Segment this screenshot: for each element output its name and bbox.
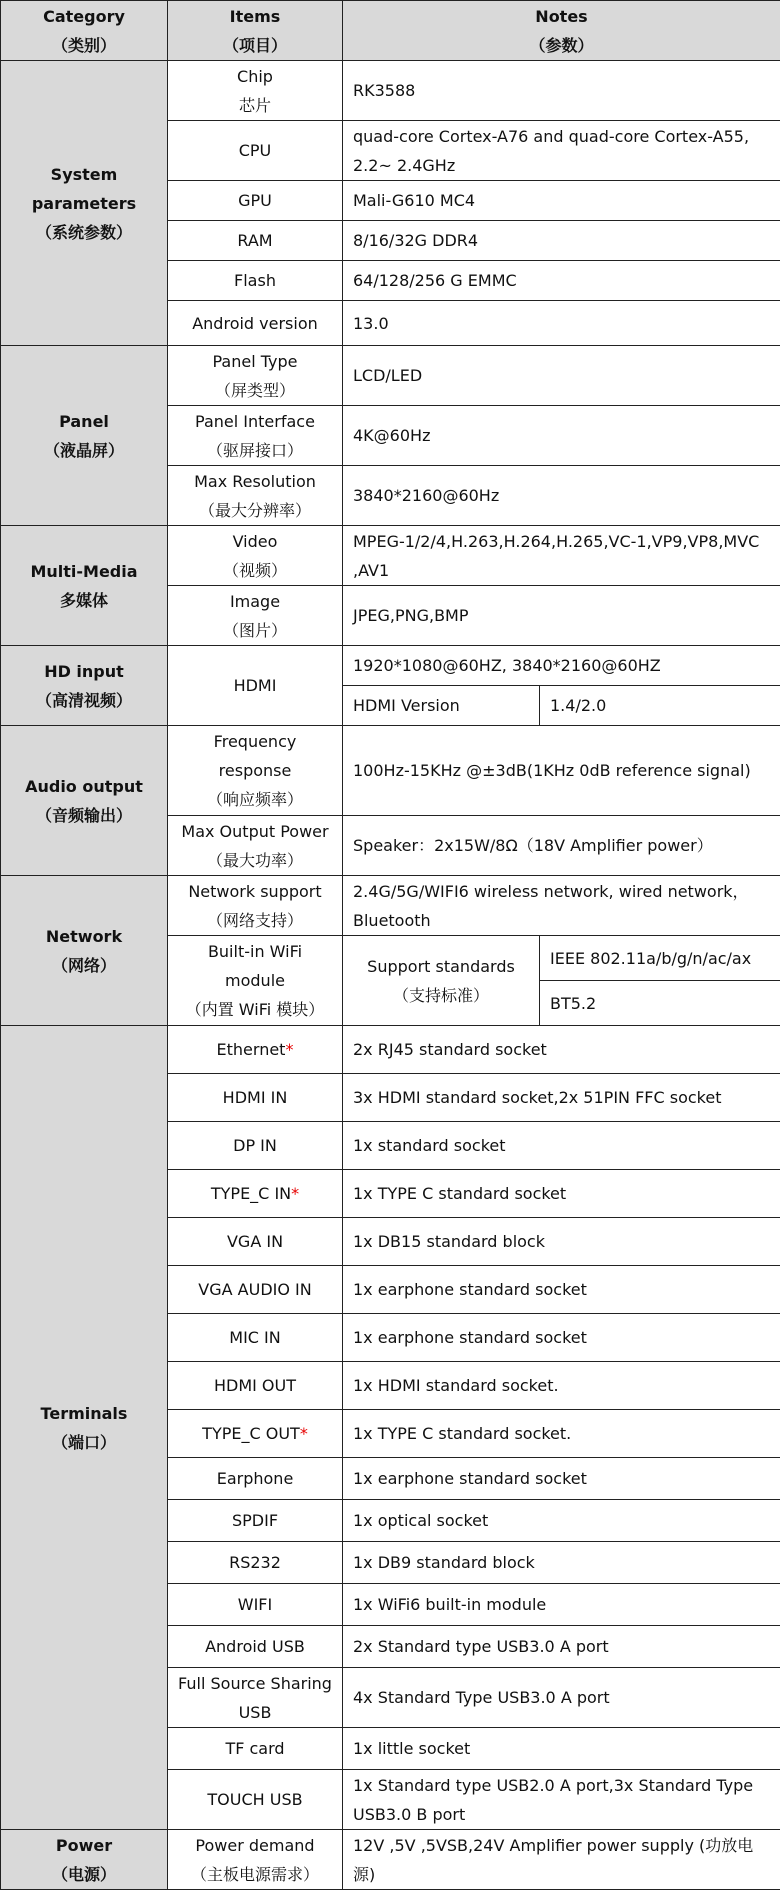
table-row [1,646,780,686]
category-audio-label: Audio output [25,776,143,796]
item-android-version: Android version [168,301,343,346]
hdmi-version-label: HDMI Version [343,686,540,726]
note-panel-type: LCD/LED [343,346,780,406]
item-panel-type [168,346,343,406]
item-label: Power demand [195,1835,315,1855]
category-network-label: Network [45,926,123,946]
item-label: Max Resolution [194,471,316,491]
category-hd-input-label: HD input [44,661,124,681]
note-ram: 8/16/32G DDR4 [343,221,780,261]
item-label: Chip [237,66,273,86]
category-audio-label-cn: （音频输出） [35,805,132,825]
category-multimedia-label: Multi-Media [30,561,138,581]
item-touch-usb: TOUCH USB [168,1770,343,1830]
note-full-source-sharing-usb: 4x Standard Type USB3.0 A port [343,1668,780,1728]
item-full-source-sharing-usb: Full Source Sharing USB [168,1668,343,1728]
standard-bluetooth: BT5.2 [540,981,780,1026]
asterisk-mark: * [299,1424,308,1443]
item-type-c-in [168,1170,343,1218]
note-vga-audio-in: 1x earphone standard socket [343,1266,780,1314]
support-standards-label [343,936,540,1026]
item-max-resolution [168,466,343,526]
item-gpu: GPU [168,181,343,221]
item-builtin-wifi [168,936,343,1026]
table-row [1,726,780,816]
item-network-support [168,876,343,936]
item-label: Built-in WiFi module [207,942,303,990]
note-earphone: 1x earphone standard socket [343,1458,780,1500]
note-frequency-response: 100Hz-15KHz @±3dB(1KHz 0dB reference signal) [343,726,780,816]
category-power-label-cn: （电源） [51,1864,116,1884]
header-category [1,1,168,61]
note-tf-card: 1x little socket [343,1728,780,1770]
note-flash: 64/128/256 G EMMC [343,261,780,301]
standard-wifi: IEEE 802.11a/b/g/n/ac/ax [540,936,780,981]
category-multimedia [1,526,168,646]
note-cpu: quad-core Cortex-A76 and quad-core Cortex-A55, 2.2~ 2.4GHz [343,121,780,181]
note-type-c-out: 1x TYPE C standard socket. [343,1410,780,1458]
item-label: Video [232,531,278,551]
category-panel-label-cn: （液晶屏） [43,440,124,460]
note-hdmi-resolution: 1920*1080@60HZ, 3840*2160@60HZ [343,646,780,686]
support-standards-text-cn: （支持标准） [392,985,489,1005]
item-label: TYPE_C IN [210,1184,292,1203]
note-max-resolution: 3840*2160@60Hz [343,466,780,526]
note-hdmi-out: 1x HDMI standard socket. [343,1362,780,1410]
header-items [168,1,343,61]
item-wifi: WIFI [168,1584,343,1626]
note-type-c-in: 1x TYPE C standard socket [343,1170,780,1218]
support-standards-text: Support standards [367,956,515,976]
item-label-cn: （视频） [222,560,287,580]
note-power-demand: 12V ,5V ,5VSB,24V Amplifier power supply (功放电源) [343,1830,780,1890]
header-row [1,1,780,61]
asterisk-mark: * [285,1040,294,1059]
header-category-label: Category [43,6,125,26]
item-image [168,586,343,646]
note-touch-usb: 1x Standard type USB2.0 A port,3x Standard Type USB3.0 B port [343,1770,780,1830]
category-terminals-label: Terminals [40,1403,128,1423]
category-hd-input-label-cn: （高清视频） [35,690,132,710]
item-vga-audio-in: VGA AUDIO IN [168,1266,343,1314]
note-android-usb: 2x Standard type USB3.0 A port [343,1626,780,1668]
note-rs232: 1x DB9 standard block [343,1542,780,1584]
table-row [1,526,780,586]
item-label-cn: （驱屏接口） [206,440,303,460]
item-hdmi: HDMI [168,646,343,726]
note-ethernet: 2x RJ45 standard socket [343,1026,780,1074]
category-terminals [1,1026,168,1830]
item-label: Network support [188,881,322,901]
item-label-cn: （网络支持） [206,910,303,930]
item-spdif: SPDIF [168,1500,343,1542]
note-chip: RK3588 [343,61,780,121]
item-hdmi-in: HDMI IN [168,1074,343,1122]
category-hd-input [1,646,168,726]
table-row [1,61,780,121]
item-label-cn: （主板电源需求） [190,1864,319,1884]
note-video: MPEG-1/2/4,H.263,H.264,H.265,VC-1,VP9,VP8,MVC ,AV1 [343,526,780,586]
item-label: Max Output Power [181,821,329,841]
note-panel-interface: 4K@60Hz [343,406,780,466]
category-panel [1,346,168,526]
item-power-demand [168,1830,343,1890]
note-wifi: 1x WiFi6 built-in module [343,1584,780,1626]
category-audio-output [1,726,168,876]
item-cpu: CPU [168,121,343,181]
item-label: Ethernet [216,1040,286,1059]
category-system-label: System parameters [31,164,137,213]
note-max-output-power: Speaker：2x15W/8Ω（18V Amplifier power） [343,816,780,876]
category-panel-label: Panel [59,411,109,431]
item-label: Image [229,591,281,611]
note-image: JPEG,PNG,BMP [343,586,780,646]
item-label-cn: （屏类型） [214,380,295,400]
item-label: Frequency response [213,732,297,780]
hdmi-version-value: 1.4/2.0 [540,686,780,726]
item-label-cn: （最大分辨率） [198,500,311,520]
item-label: Panel Type [212,351,298,371]
category-power-label: Power [55,1835,113,1855]
asterisk-mark: * [291,1184,300,1203]
item-mic-in: MIC IN [168,1314,343,1362]
item-label: Panel Interface [195,411,315,431]
item-label-cn: （图片） [222,620,287,640]
item-rs232: RS232 [168,1542,343,1584]
header-notes-label-cn: （参数） [529,35,594,55]
category-system [1,61,168,346]
item-tf-card: TF card [168,1728,343,1770]
item-video [168,526,343,586]
table-row [1,1830,780,1890]
note-spdif: 1x optical socket [343,1500,780,1542]
item-label-cn: 芯片 [238,95,271,115]
header-notes-label: Notes [535,6,588,26]
item-android-usb: Android USB [168,1626,343,1668]
spec-table-body [1,1,780,1890]
header-category-label-cn: （类别） [51,35,116,55]
item-label-cn: （最大功率） [206,850,303,870]
table-row [1,346,780,406]
header-items-label: Items [229,6,281,26]
item-ethernet [168,1026,343,1074]
item-label-cn: （内置 WiFi 模块） [185,1000,325,1019]
category-network-label-cn: （网络） [51,955,116,975]
category-network [1,876,168,1026]
table-row [1,876,780,936]
item-panel-interface [168,406,343,466]
category-terminals-label-cn: （端口） [51,1432,116,1452]
note-dp-in: 1x standard socket [343,1122,780,1170]
note-gpu: Mali-G610 MC4 [343,181,780,221]
item-dp-in: DP IN [168,1122,343,1170]
item-chip [168,61,343,121]
table-row [1,1026,780,1074]
note-hdmi-in: 3x HDMI standard socket,2x 51PIN FFC socket [343,1074,780,1122]
note-network-support: 2.4G/5G/WIFI6 wireless network, wired network，Bluetooth [343,876,780,936]
item-earphone: Earphone [168,1458,343,1500]
item-vga-in: VGA IN [168,1218,343,1266]
item-flash: Flash [168,261,343,301]
item-hdmi-out: HDMI OUT [168,1362,343,1410]
item-ram: RAM [168,221,343,261]
category-power [1,1830,168,1890]
category-system-label-cn: （系统参数） [35,222,132,242]
note-vga-in: 1x DB15 standard block [343,1218,780,1266]
header-items-label-cn: （项目） [222,35,287,55]
note-mic-in: 1x earphone standard socket [343,1314,780,1362]
category-multimedia-label-cn: 多媒体 [59,590,108,610]
item-label: TYPE_C OUT [202,1424,300,1443]
item-max-output-power [168,816,343,876]
header-notes [343,1,780,61]
note-android-version: 13.0 [343,301,780,346]
item-frequency-response [168,726,343,816]
item-type-c-out [168,1410,343,1458]
item-label-cn: （响应频率） [206,790,303,809]
